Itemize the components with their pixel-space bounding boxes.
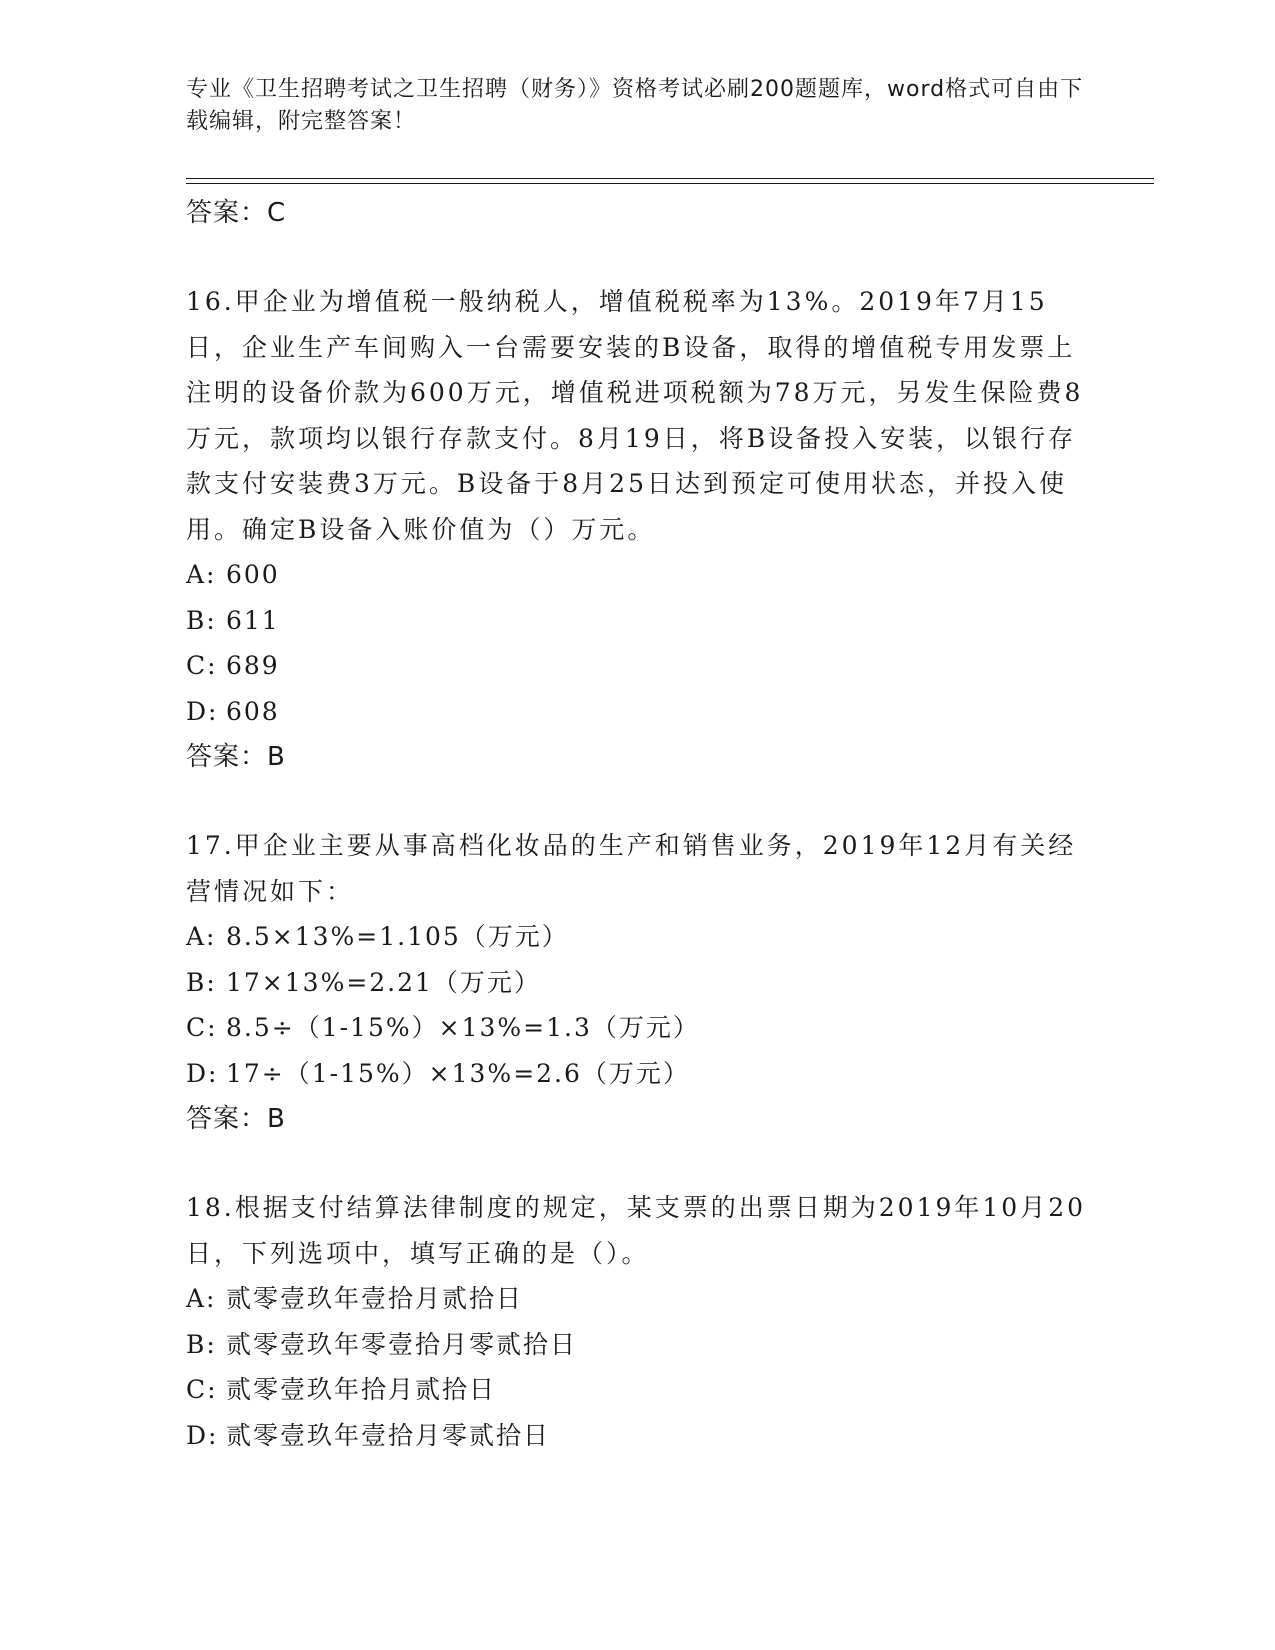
option-key: B: — [186, 1329, 217, 1359]
question-text: 17.甲企业主要从事高档化妆品的生产和销售业务，2019年12月有关经营情况如下： — [186, 831, 1077, 906]
option-value: 8.5×13%=1.105（万元） — [226, 922, 569, 951]
option-a — [186, 914, 1086, 960]
option-value: 贰零壹玖年拾月贰拾日 — [226, 1375, 497, 1404]
header-divider-bottom — [186, 183, 1154, 184]
option-value: 贰零壹玖年壹拾月贰拾日 — [226, 1284, 524, 1313]
option-value: 17÷（1-15%）×13%=2.6（万元） — [226, 1058, 690, 1088]
option-key: A: — [186, 922, 217, 951]
option-key: C: — [186, 651, 218, 680]
option-value: 600 — [226, 560, 280, 589]
option-d — [186, 689, 1086, 735]
option-value: 17×13%=2.21（万元） — [226, 967, 541, 997]
option-key: D: — [186, 696, 219, 726]
option-key: B: — [186, 605, 217, 635]
question-block-16 — [186, 279, 1086, 780]
question-text: 18.根据支付结算法律制度的规定，某支票的出票日期为2019年10月20日，下列选项中，填写正确的是（）。 — [186, 1193, 1087, 1268]
option-d — [186, 1051, 1086, 1097]
option-c — [186, 1367, 1086, 1413]
page-header — [186, 74, 1086, 138]
option-value: 贰零壹玖年壹拾月零贰拾日 — [226, 1420, 551, 1450]
header-divider-top — [186, 178, 1154, 179]
option-key: A: — [186, 1284, 217, 1313]
option-key: D: — [186, 1420, 219, 1450]
option-value: 611 — [226, 605, 280, 635]
answer-line: 答案：B — [186, 1104, 286, 1134]
option-c — [186, 1005, 1086, 1051]
option-d — [186, 1413, 1086, 1459]
option-a — [186, 552, 1086, 598]
option-c — [186, 643, 1086, 689]
option-key: D: — [186, 1058, 219, 1088]
answer-line: 答案：B — [186, 742, 286, 772]
question-block-18 — [186, 1185, 1086, 1458]
question-block-17 — [186, 823, 1086, 1142]
option-key: B: — [186, 967, 217, 997]
document-body — [186, 190, 1086, 1458]
option-value: 689 — [226, 651, 280, 680]
option-value: 贰零壹玖年零壹拾月零贰拾日 — [226, 1329, 578, 1359]
answer-line: 答案：C — [186, 198, 287, 228]
option-b — [186, 1322, 1086, 1368]
question-text: 16.甲企业为增值税一般纳税人，增值税税率为13%。2019年7月15日，企业生产车间购入一台需要安装的B设备，取得的增值税专用发票上注明的设备价款为600万元，增值税进项税额为78万元，另发生保险费8万元，款项均以银行存款支付。8月19日，将B设备投入安装，以银行存款支付安装费3万元。B设备于8月25日达到预定可使用状态，并投入使用。确定B设备入账价值为（）万元。 — [186, 287, 1084, 544]
option-key: A: — [186, 560, 217, 589]
option-value: 8.5÷（1-15%）×13%=1.3（万元） — [226, 1013, 700, 1042]
option-a — [186, 1276, 1086, 1322]
option-key: C: — [186, 1013, 218, 1042]
option-b — [186, 960, 1086, 1006]
option-value: 608 — [226, 696, 280, 726]
option-key: C: — [186, 1375, 218, 1404]
header-text: 专业《卫生招聘考试之卫生招聘（财务）》资格考试必刷200题题库，word格式可自由下载编辑，附完整答案！ — [186, 77, 1084, 134]
option-b — [186, 598, 1086, 644]
